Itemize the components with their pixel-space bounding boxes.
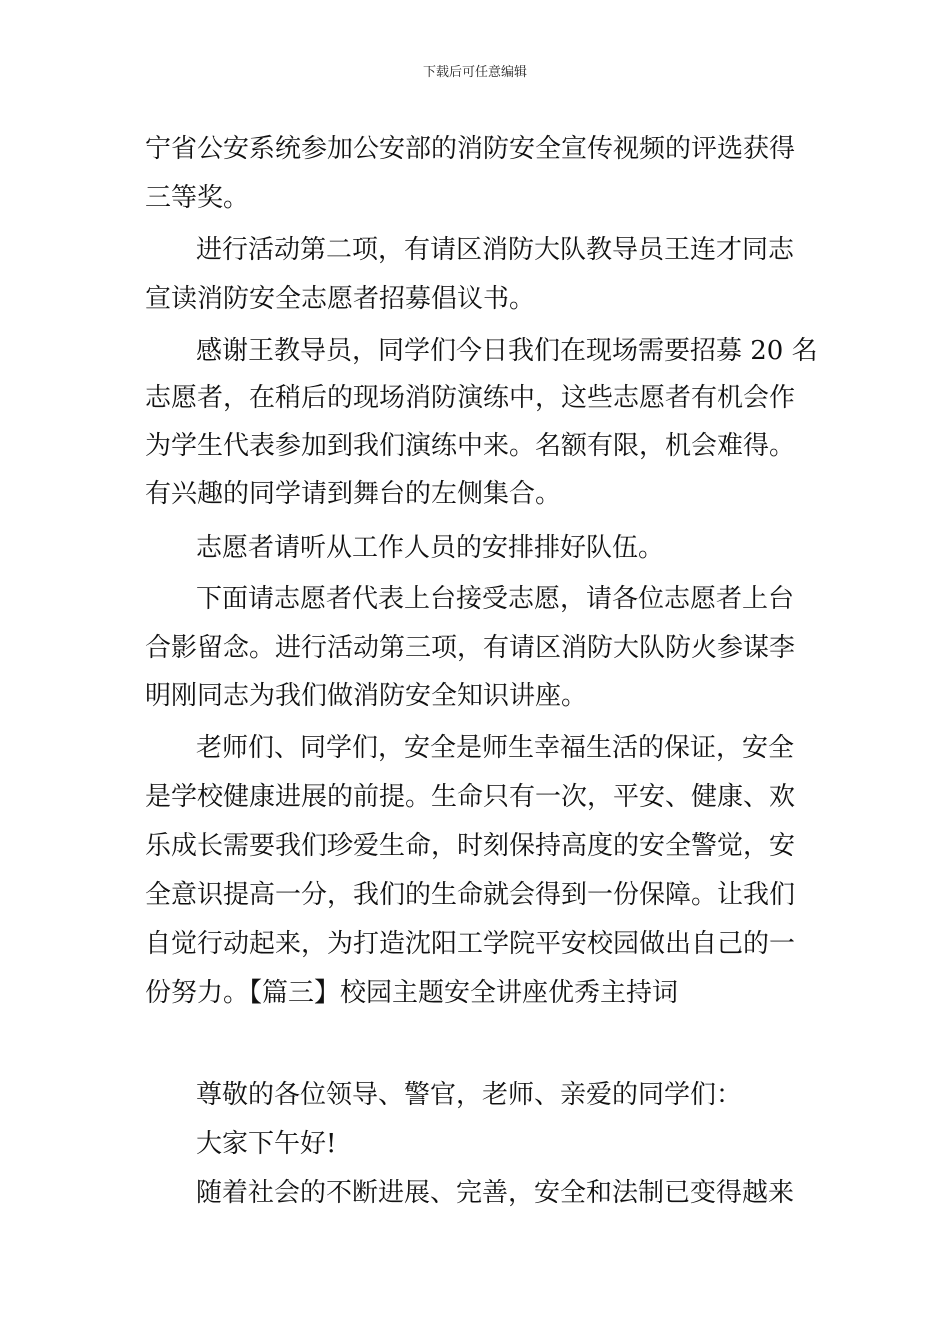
text-line: 明刚同志为我们做消防安全知识讲座。 bbox=[145, 681, 588, 711]
text-line: 老师们、同学们，安全是师生幸福生活的保证，安全 bbox=[196, 733, 795, 763]
page-header: 下载后可任意编辑 bbox=[422, 65, 527, 80]
text-line: 志愿者请听从工作人员的安排排好队伍。 bbox=[196, 533, 665, 563]
text-line: 志愿者，在稍后的现场消防演练中，这些志愿者有机会作 bbox=[145, 383, 796, 413]
text-line: 宣读消防安全志愿者招募倡议书。 bbox=[145, 284, 536, 314]
text-line: 尊敬的各位领导、警官，老师、亲爱的同学们： bbox=[196, 1080, 743, 1110]
text-line: 宁省公安系统参加公安部的消防安全宣传视频的评选获得 bbox=[145, 134, 796, 164]
text-line: 自觉行动起来，为打造沈阳工学院平安校园做出自己的一 bbox=[145, 929, 796, 959]
text-line: 三等奖。 bbox=[145, 183, 250, 213]
text-line: 是学校健康进展的前提。生命只有一次，平安、健康、欢 bbox=[145, 782, 796, 812]
text-line: 感谢王教导员，同学们今日我们在现场需要招募 20 名 bbox=[196, 336, 818, 366]
text-line: 乐成长需要我们珍爱生命，时刻保持高度的安全警觉，安 bbox=[145, 831, 796, 861]
text-line: 随着社会的不断进展、完善，安全和法制已变得越来 bbox=[196, 1178, 795, 1208]
text-line: 有兴趣的同学请到舞台的左侧集合。 bbox=[145, 479, 562, 509]
text-line: 下面请志愿者代表上台接受志愿，请各位志愿者上台 bbox=[196, 584, 795, 614]
text-line: 份努力。【篇三】校园主题安全讲座优秀主持词 bbox=[145, 978, 679, 1008]
text-line: 大家下午好! bbox=[196, 1129, 337, 1159]
text-line: 合影留念。进行活动第三项，有请区消防大队防火参谋李 bbox=[145, 633, 796, 663]
text-line: 进行活动第二项，有请区消防大队教导员王连才同志 bbox=[196, 235, 795, 265]
text-line: 全意识提高一分，我们的生命就会得到一份保障。让我们 bbox=[145, 880, 796, 910]
text-line: 为学生代表参加到我们演练中来。名额有限，机会难得。 bbox=[145, 431, 796, 461]
